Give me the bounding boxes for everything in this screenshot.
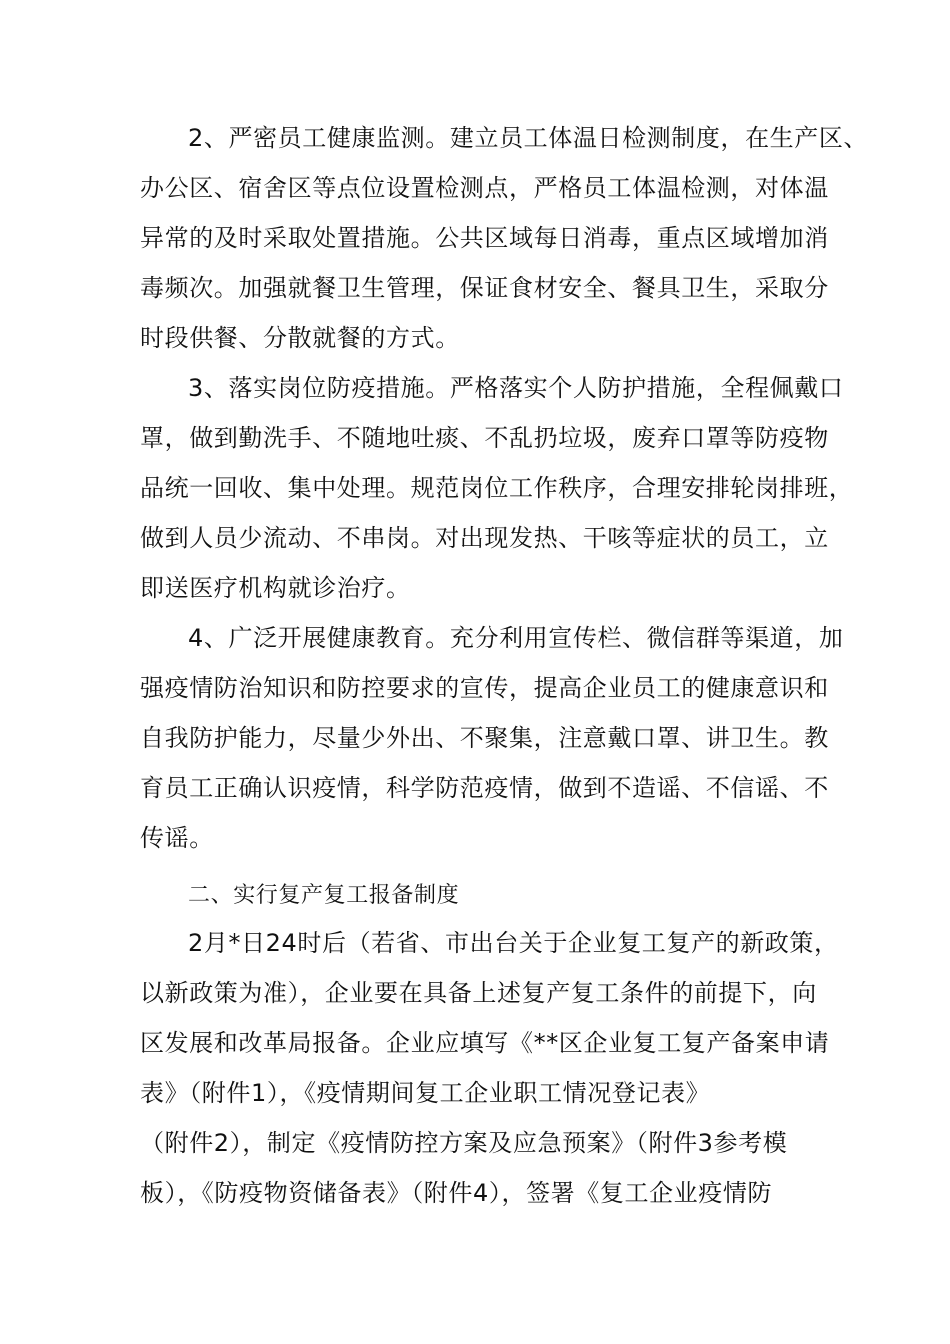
paragraph-4-line-3: 自我防护能力，尽量少外出、不聚集，注意戴口罩、讲卫生。教 bbox=[140, 724, 829, 752]
paragraph-4-line-1: 4、广泛开展健康教育。充分利用宣传栏、微信群等渠道，加 bbox=[188, 624, 844, 652]
paragraph-4-line-2: 强疫情防治知识和防控要求的宣传，提高企业员工的健康意识和 bbox=[140, 674, 829, 702]
paragraph-3-line-5: 即送医疗机构就诊治疗。 bbox=[140, 574, 411, 602]
paragraph-5-line-1: 2月*日24时后（若省、市出台关于企业复工复产的新政策， bbox=[188, 929, 839, 957]
paragraph-3-line-1: 3、落实岗位防疫措施。严格落实个人防护措施，全程佩戴口 bbox=[188, 374, 844, 402]
paragraph-5-line-5: （附件2），制定《疫情防控方案及应急预案》（附件3参考模 bbox=[140, 1129, 788, 1157]
paragraph-3-line-2: 罩，做到勤洗手、不随地吐痰、不乱扔垃圾，废弃口罩等防疫物 bbox=[140, 424, 829, 452]
paragraph-3-line-4: 做到人员少流动、不串岗。对出现发热、干咳等症状的员工，立 bbox=[140, 524, 829, 552]
paragraph-5-line-6: 板），《防疫物资储备表》（附件4），签署《复工企业疫情防 bbox=[140, 1179, 773, 1207]
paragraph-4-line-5: 传谣。 bbox=[140, 824, 214, 852]
paragraph-4-line-4: 育员工正确认识疫情，科学防范疫情，做到不造谣、不信谣、不 bbox=[140, 774, 829, 802]
paragraph-5-line-2: 以新政策为准），企业要在具备上述复产复工条件的前提下，向 bbox=[140, 979, 817, 1007]
paragraph-5-line-4: 表》（附件1），《疫情期间复工企业职工情况登记表》 bbox=[140, 1079, 711, 1107]
section-heading: 二、实行复产复工报备制度 bbox=[188, 883, 460, 908]
paragraph-2-line-1: 2、严密员工健康监测。建立员工体温日检测制度，在生产区、 bbox=[188, 124, 869, 152]
paragraph-2-line-2: 办公区、宿舍区等点位设置检测点，严格员工体温检测，对体温 bbox=[140, 174, 829, 202]
paragraph-2-line-4: 毒频次。加强就餐卫生管理，保证食材安全、餐具卫生，采取分 bbox=[140, 274, 829, 302]
paragraph-5-line-3: 区发展和改革局报备。企业应填写《**区企业复工复产备案申请 bbox=[140, 1029, 830, 1057]
paragraph-2-line-5: 时段供餐、分散就餐的方式。 bbox=[140, 324, 460, 352]
paragraph-3-line-3: 品统一回收、集中处理。规范岗位工作秩序，合理安排轮岗排班， bbox=[140, 474, 854, 502]
paragraph-2-line-3: 异常的及时采取处置措施。公共区域每日消毒，重点区域增加消 bbox=[140, 224, 829, 252]
